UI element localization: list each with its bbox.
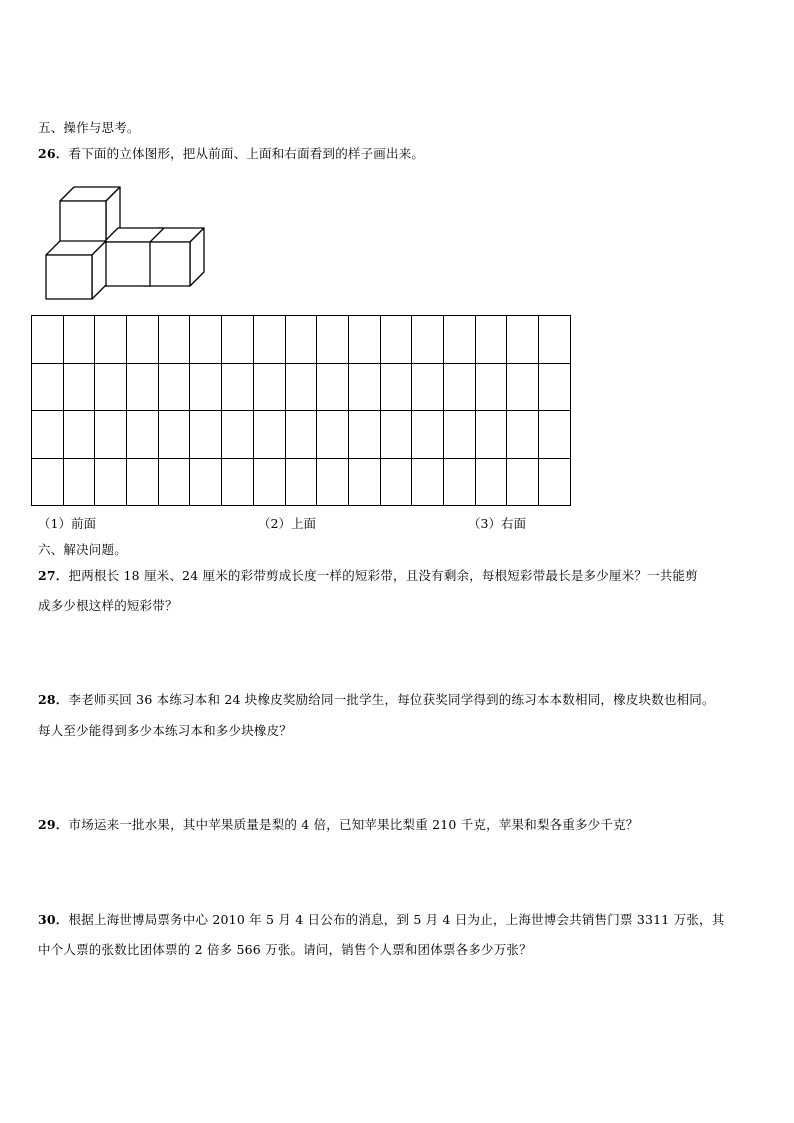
grid-cell[interactable] <box>190 411 222 459</box>
question-29-line-1 <box>38 817 639 833</box>
grid-cell[interactable] <box>317 458 349 506</box>
grid-cell[interactable] <box>190 458 222 506</box>
grid-cell[interactable] <box>63 458 95 506</box>
grid-cell[interactable] <box>158 458 190 506</box>
grid-cell[interactable] <box>539 316 571 364</box>
grid-cell[interactable] <box>507 411 539 459</box>
grid-cell[interactable] <box>443 316 475 364</box>
cube-front <box>46 241 106 299</box>
grid-cell[interactable] <box>475 316 507 364</box>
question-27-line-2: 成多少根这样的短彩带？ <box>38 598 178 613</box>
grid-cell[interactable] <box>190 363 222 411</box>
grid-row <box>32 363 571 411</box>
grid-cell[interactable] <box>95 363 127 411</box>
grid-cell[interactable] <box>32 411 64 459</box>
question-28-line-2: 每人至少能得到多少本练习本和多少块橡皮？ <box>38 723 293 738</box>
grid-cell[interactable] <box>253 411 285 459</box>
grid-cell[interactable] <box>222 458 254 506</box>
grid-cell[interactable] <box>507 458 539 506</box>
grid-cell[interactable] <box>127 316 159 364</box>
section-6-heading: 六、解决问题。 <box>38 542 127 557</box>
grid-cell[interactable] <box>317 363 349 411</box>
grid-cell[interactable] <box>285 458 317 506</box>
grid-cell[interactable] <box>539 363 571 411</box>
grid-cell[interactable] <box>285 316 317 364</box>
cube-solid-figure <box>40 185 210 303</box>
grid-cell[interactable] <box>380 458 412 506</box>
grid-row <box>32 458 571 506</box>
grid-cell[interactable] <box>127 458 159 506</box>
grid-cell[interactable] <box>317 411 349 459</box>
question-number: 30． <box>38 912 69 927</box>
grid-cell[interactable] <box>32 316 64 364</box>
grid-cell[interactable] <box>475 458 507 506</box>
grid-cell[interactable] <box>127 411 159 459</box>
grid-cell[interactable] <box>539 458 571 506</box>
label-right-view: （3）右面 <box>468 516 526 531</box>
question-number: 29． <box>38 817 69 832</box>
question-text: 李老师买回 36 本练习本和 24 块橡皮奖励给同一批学生，每位获奖同学得到的练习本本数相同，橡皮块数也相同。 <box>68 692 715 707</box>
section-5-heading: 五、操作与思考。 <box>38 120 140 135</box>
question-text: 把两根长 18 厘米、24 厘米的彩带剪成长度一样的短彩带，且没有剩余，每根短彩带最长是多少厘米？一共能剪 <box>68 568 698 583</box>
question-28-line-1 <box>38 692 715 708</box>
question-26 <box>38 146 424 162</box>
grid-cell[interactable] <box>95 411 127 459</box>
grid-row <box>32 316 571 364</box>
grid-cell[interactable] <box>443 363 475 411</box>
answer-grid[interactable] <box>31 315 571 506</box>
grid-cell[interactable] <box>348 363 380 411</box>
grid-cell[interactable] <box>380 411 412 459</box>
grid-cell[interactable] <box>380 316 412 364</box>
question-text: 根据上海世博局票务中心 2010 年 5 月 4 日公布的消息，到 5 月 4 日为止，上海世博会共销售门票 3311 万张，其 <box>68 912 725 927</box>
grid-cell[interactable] <box>222 316 254 364</box>
question-number: 27． <box>38 568 69 583</box>
grid-cell[interactable] <box>222 411 254 459</box>
question-30-line-2: 中个人票的张数比团体票的 2 倍多 566 万张。请问，销售个人票和团体票各多少万张？ <box>38 942 532 957</box>
label-top-view: （2）上面 <box>258 516 316 531</box>
grid-cell[interactable] <box>95 316 127 364</box>
grid-cell[interactable] <box>63 411 95 459</box>
grid-cell[interactable] <box>285 363 317 411</box>
grid-cell[interactable] <box>158 411 190 459</box>
grid-cell[interactable] <box>32 363 64 411</box>
grid-cell[interactable] <box>158 363 190 411</box>
question-number: 28． <box>38 692 69 707</box>
grid-cell[interactable] <box>127 363 159 411</box>
question-30-line-1 <box>38 912 724 928</box>
grid-cell[interactable] <box>539 411 571 459</box>
grid-cell[interactable] <box>412 316 444 364</box>
grid-cell[interactable] <box>253 316 285 364</box>
grid-cell[interactable] <box>253 363 285 411</box>
grid-cell[interactable] <box>380 363 412 411</box>
grid-cell[interactable] <box>222 363 254 411</box>
label-front-view: （1）前面 <box>38 516 96 531</box>
grid-cell[interactable] <box>412 458 444 506</box>
grid-cell[interactable] <box>412 363 444 411</box>
grid-cell[interactable] <box>317 316 349 364</box>
grid-cell[interactable] <box>443 411 475 459</box>
grid-cell[interactable] <box>63 363 95 411</box>
grid-cell[interactable] <box>348 458 380 506</box>
grid-cell[interactable] <box>475 363 507 411</box>
grid-cell[interactable] <box>32 458 64 506</box>
grid-cell[interactable] <box>475 411 507 459</box>
question-number: 26． <box>38 146 69 161</box>
grid-cell[interactable] <box>63 316 95 364</box>
question-text: 市场运来一批水果，其中苹果质量是梨的 4 倍，已知苹果比梨重 210 千克，苹果和梨各重多少千克？ <box>68 817 639 832</box>
grid-cell[interactable] <box>507 363 539 411</box>
grid-cell[interactable] <box>95 458 127 506</box>
grid-cell[interactable] <box>348 316 380 364</box>
grid-cell[interactable] <box>285 411 317 459</box>
question-27-line-1 <box>38 568 698 584</box>
grid-cell[interactable] <box>412 411 444 459</box>
grid-cell[interactable] <box>348 411 380 459</box>
grid-cell[interactable] <box>190 316 222 364</box>
grid-cell[interactable] <box>253 458 285 506</box>
grid-row <box>32 411 571 459</box>
grid-cell[interactable] <box>158 316 190 364</box>
grid-cell[interactable] <box>507 316 539 364</box>
grid-cell[interactable] <box>443 458 475 506</box>
question-text: 看下面的立体图形，把从前面、上面和右面看到的样子画出来。 <box>68 146 425 161</box>
